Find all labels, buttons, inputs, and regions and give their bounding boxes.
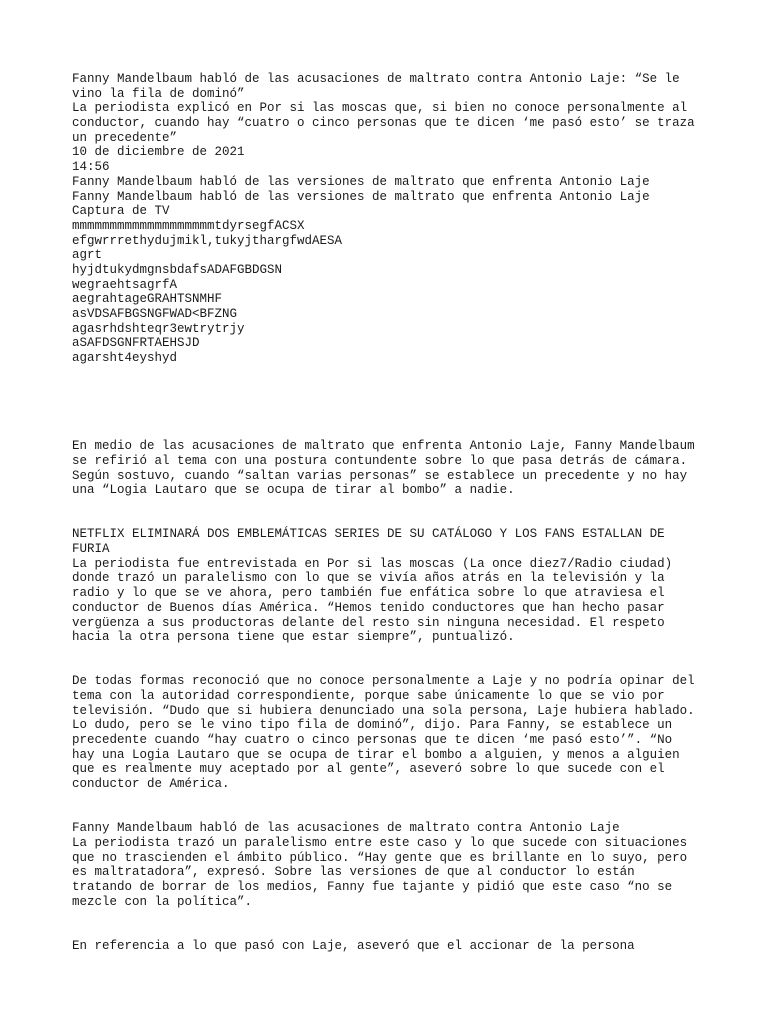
paragraph-line: donde trazó un paralelismo con lo que se vivía años atrás en la televisión y la [72,571,665,586]
related-headline-line: NETFLIX ELIMINARÁ DOS EMBLEMÁTICAS SERIES DE SU CATÁLOGO Y LOS FANS ESTALLAN DE [72,527,665,542]
paragraph-line: La periodista fue entrevistada en Por si las moscas (La once diez7/Radio ciudad) [72,556,673,571]
paragraph-line: En medio de las acusaciones de maltrato que enfrenta Antonio Laje, Fanny Mandelbaum [72,439,695,454]
header-section [72,72,712,366]
paragraph-line: tema con la autoridad correspondiente, porque sabe únicamente lo que se vio por [72,688,665,703]
related-headline-line: FURIA [72,542,110,557]
paragraph [72,674,712,792]
garbled-line: agrt [72,248,103,263]
garbled-line: mmmmmmmmmmmmmmmmmmmtdyrsegfACSX [72,218,305,233]
date-line: 10 de diciembre de 2021 [72,145,245,160]
paragraph-line: que no trascienden el ámbito público. “Hay gente que es brillante en lo suyo, pero [72,850,688,865]
headline-line: vino la fila de dominó” [72,86,245,101]
paragraph-line: hay una Logia Lautaro que se ocupa de tirar el bombo a alguien, y menos a alguien [72,747,680,762]
time-line: 14:56 [72,160,110,175]
paragraph-line: conductor de América. [72,777,230,792]
paragraph-line: una “Logia Lautaro que se ocupa de tirar al bombo” a nadie. [72,483,515,498]
paragraph-line: radio y lo que se ve ahora, pero también fue enfática sobre lo que atraviesa el [72,586,665,601]
paragraph-line: hacia la otra persona tiene que estar siempre”, puntualizó. [72,630,515,645]
paragraph-line: Según sostuvo, cuando “saltan varias personas” se establece un precedente y no hay [72,468,688,483]
image-caption-line: Fanny Mandelbaum habló de las acusaciones de maltrato contra Antonio Laje [72,821,620,836]
paragraph-line: tratando de borrar de los medios, Fanny fue tajante y pidió que este caso “no se [72,879,673,894]
paragraph-line: televisión. “Dudo que si hubiera denunciado una sola persona, Laje hubiera hablado. [72,703,695,718]
paragraph-line: se refirió al tema con una postura contundente sobre lo que pasa detrás de cámara. [72,453,688,468]
paragraph-line: que es realmente muy aceptado por al gente”, aseveró sobre lo que sucede con el [72,762,665,777]
image-caption-line: Fanny Mandelbaum habló de las versiones de maltrato que enfrenta Antonio Laje [72,174,650,189]
subtitle-line: un precedente” [72,130,178,145]
garbled-line: wegraehtsagrfA [72,277,178,292]
garbled-line: asVDSAFBGSNGFWAD<BFZNG [72,307,238,321]
garbled-line: aSAFDSGNFRTAEHSJD [72,336,200,351]
paragraph-line: De todas formas reconoció que no conoce personalmente a Laje y no podría opinar del [72,674,695,689]
paragraph-line: precedente cuando “hay cuatro o cinco personas que te dicen ‘me pasó esto’”. “No [72,733,673,748]
paragraph-line: vergüenza a sus productoras delante del resto sin ninguna necesidad. El respeto [72,615,665,630]
garbled-line: efgwrrrethydujmikl,tukyjthargfwdAESA [72,233,343,248]
garbled-line: agarsht4eyshyd [72,351,178,366]
paragraph-line: La periodista trazó un paralelismo entre este caso y lo que sucede con situaciones [72,835,688,850]
paragraph-line: En referencia a lo que pasó con Laje, aseveró que el accionar de la persona [72,938,635,953]
image-caption-line: Fanny Mandelbaum habló de las versiones de maltrato que enfrenta Antonio Laje [72,189,650,204]
paragraph-line: Lo dudo, pero se le vino tipo fila de dominó”, dijo. Para Fanny, se establece un [72,718,673,733]
paragraph [72,821,712,909]
paragraph [72,439,712,498]
garbled-line: hyjdtukydmgnsbdafsADAFGBDGSN [72,262,283,277]
headline-line: Fanny Mandelbaum habló de las acusaciones de maltrato contra Antonio Laje: “Se le [72,72,680,86]
garbled-line: aegrahtageGRAHTSNMHF [72,292,223,307]
paragraph [72,527,712,645]
paragraph-line: es maltratadora”, expresó. Sobre las versiones de que al conductor lo están [72,865,635,880]
paragraph [72,939,712,954]
subtitle-line: La periodista explicó en Por si las moscas que, si bien no conoce personalmente al [72,101,688,116]
paragraph-line: conductor de Buenos días América. “Hemos tenido conductores que han hecho pasar [72,600,665,615]
paragraph-line: mezcle con la política”. [72,894,253,909]
subtitle-line: conductor, cuando hay “cuatro o cinco personas que te dicen ‘me pasó esto’ se traza [72,116,695,131]
garbled-line: agasrhdshteqr3ewtrytrjy [72,321,245,336]
document-page [72,72,712,953]
image-credit-line: Captura de TV [72,204,170,219]
